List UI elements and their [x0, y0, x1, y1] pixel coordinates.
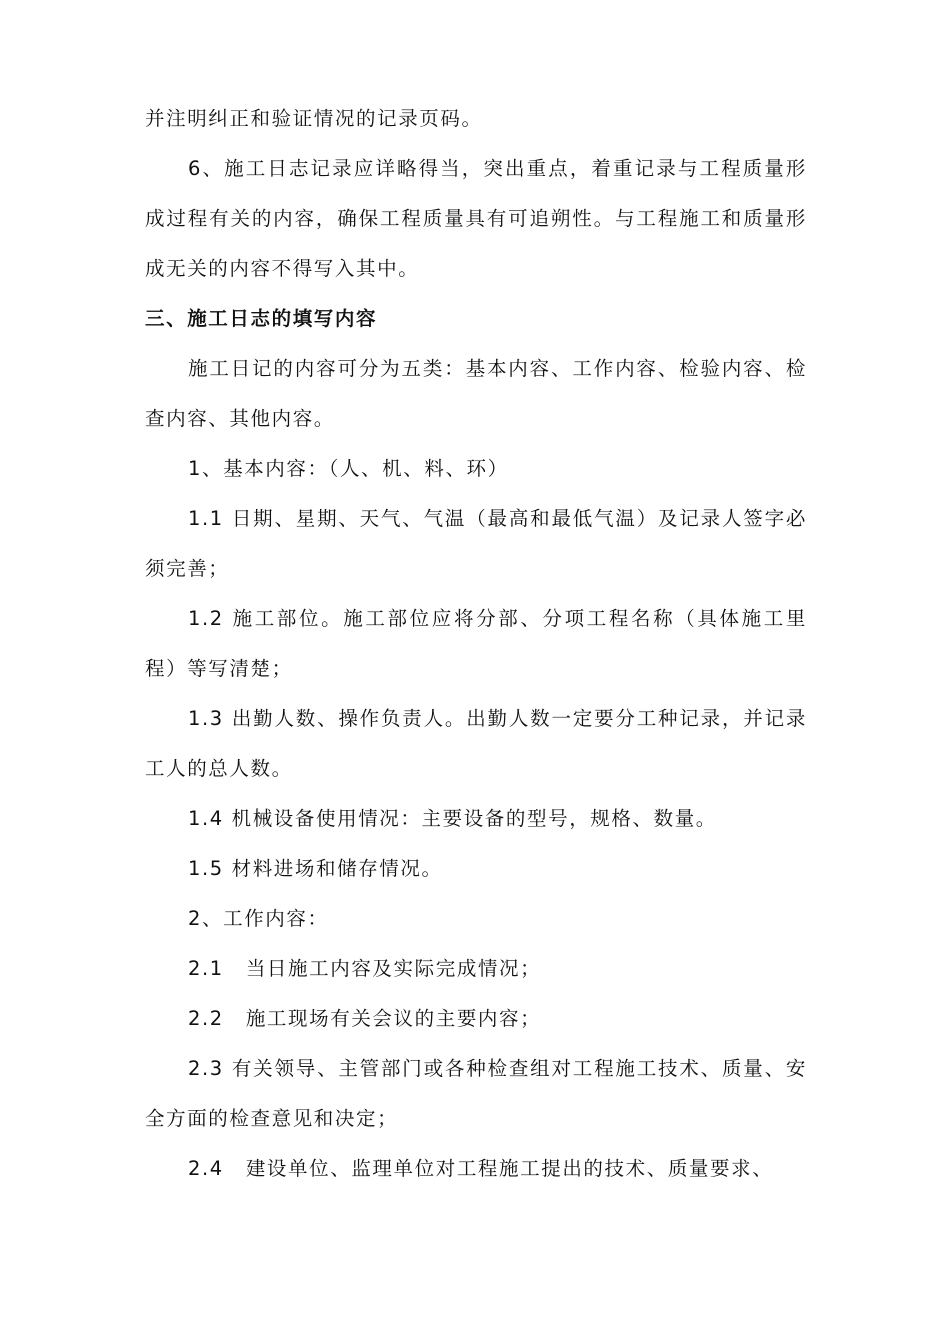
paragraph-item-1: 1、基本内容：（人、机、料、环）	[188, 457, 509, 480]
paragraph-intro: 施工日记的内容可分为五类：基本内容、工作内容、检验内容、检查内容、其他内容。	[145, 357, 807, 430]
item-number: 2.4	[188, 1157, 224, 1180]
item-text: 当日施工内容及实际完成情况；	[245, 957, 542, 980]
item-number: 2.2	[188, 1007, 224, 1030]
paragraph-item-2-1	[145, 944, 807, 994]
paragraph-item-1-1: 1.1 日期、星期、天气、气温（最高和最低气温）及记录人签字必须完善；	[145, 507, 807, 580]
item-text: 施工现场有关会议的主要内容；	[245, 1007, 542, 1030]
item-text: 建设单位、监理单位对工程施工提出的技术、质量要求、	[245, 1157, 774, 1180]
paragraph-item-1-5: 1.5 材料进场和储存情况。	[188, 857, 443, 880]
paragraph-item-2-4	[145, 1144, 807, 1194]
paragraph-item-1-4: 1.4 机械设备使用情况：主要设备的型号，规格、数量。	[188, 807, 717, 830]
paragraph-1: 并注明纠正和验证情况的记录页码。	[145, 107, 483, 130]
section-heading-3: 三、施工日志的填写内容	[145, 307, 378, 330]
paragraph-item-2-3: 2.3 有关领导、主管部门或各种检查组对工程施工技术、质量、安全方面的检查意见和决定；	[145, 1057, 807, 1130]
paragraph-item-1-3: 1.3 出勤人数、操作负责人。出勤人数一定要分工种记录，并记录工人的总人数。	[145, 707, 807, 780]
paragraph-item-6: 6、施工日志记录应详略得当，突出重点，着重记录与工程质量形成过程有关的内容，确保工程质量具有可追朔性。与工程施工和质量形成无关的内容不得写入其中。	[145, 157, 807, 280]
item-number: 2.1	[188, 957, 224, 980]
paragraph-item-2-2	[145, 994, 807, 1044]
document-body	[145, 94, 807, 1194]
paragraph-item-2: 2、工作内容：	[188, 907, 329, 930]
paragraph-item-1-2: 1.2 施工部位。施工部位应将分部、分项工程名称（具体施工里程）等写清楚；	[145, 607, 807, 680]
